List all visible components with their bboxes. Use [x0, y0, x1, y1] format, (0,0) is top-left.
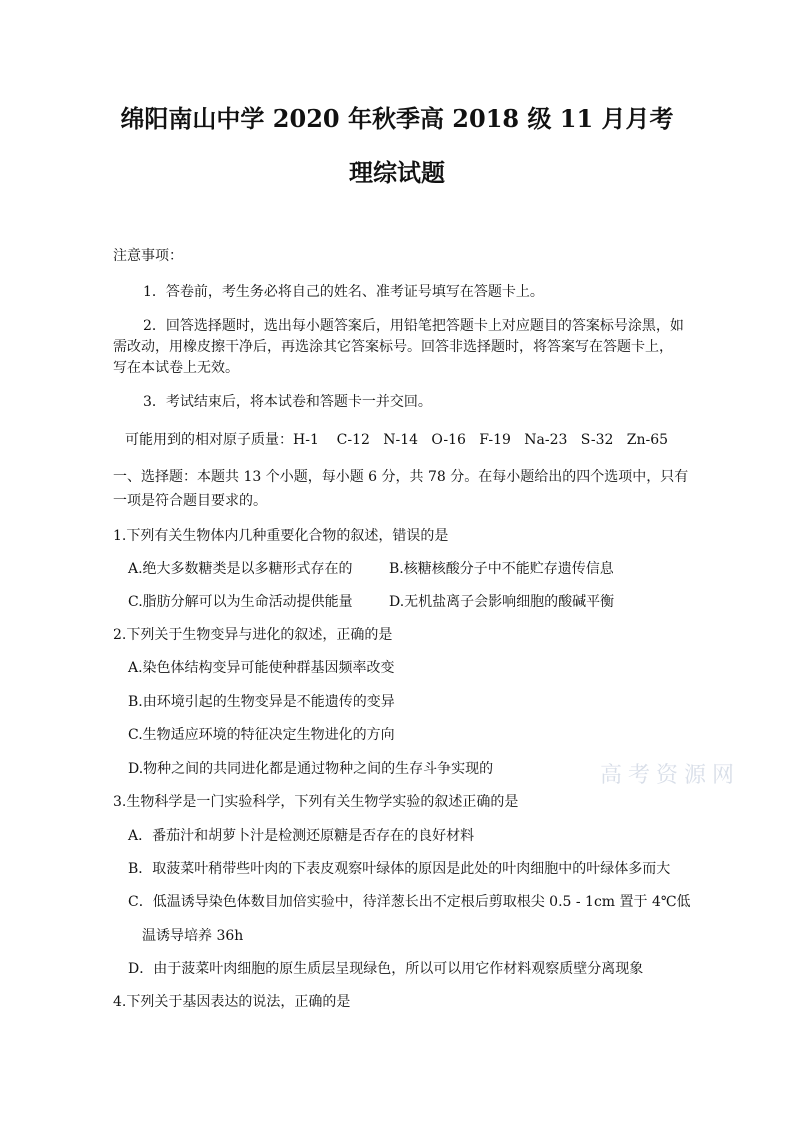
q2-option-a: A.染色体结构变异可能使种群基因频率改变: [128, 660, 395, 676]
watermark: 高考资源网: [600, 763, 741, 788]
q2-stem: 2.下列关于生物变异与进化的叙述，正确的是: [113, 627, 393, 643]
q1-option-c: C.脂肪分解可以为生命活动提供能量: [128, 594, 353, 610]
q4-stem: 4.下列关于基因表达的说法，正确的是: [113, 994, 351, 1010]
q1-option-b: B.核糖核酸分子中不能贮存遗传信息: [389, 561, 614, 577]
q2-option-c: C.生物适应环境的特征决定生物进化的方向: [128, 727, 395, 743]
q3-stem: 3.生物科学是一门实验科学，下列有关生物学实验的叙述正确的是: [113, 794, 519, 810]
q3-option-c-line-2: 温诱导培养 36h: [142, 928, 244, 944]
notice-item-3: 3．考试结束后，将本试卷和答题卡一并交回。: [143, 394, 432, 410]
q2-option-b: B.由环境引起的生物变异是不能遗传的变异: [128, 694, 395, 710]
q2-option-d: D.物种之间的共同进化都是通过物种之间的生存斗争实现的: [128, 761, 494, 777]
notice-item-2-line-3: 写在本试卷上无效。: [113, 360, 239, 376]
section1-line-1: 一、选择题：本题共 13 个小题，每小题 6 分，共 78 分。在每小题给出的四个选项中，只有: [113, 469, 689, 485]
q3-option-a: A．番茄汁和胡萝卜汁是检测还原糖是否存在的良好材料: [128, 828, 475, 844]
notice-heading: 注意事项：: [113, 248, 183, 264]
q1-option-a: A.绝大多数糖类是以多糖形式存在的: [128, 561, 353, 577]
q3-option-d: D．由于菠菜叶肉细胞的原生质层呈现绿色，所以可以用它作材料观察质壁分离现象: [128, 961, 644, 977]
atomic-masses: 可能用到的相对原子质量：H-1 C-12 N-14 O-16 F-19 Na-23 S-32 Zn-65: [125, 432, 669, 448]
section1-line-2: 一项是符合题目要求的。: [113, 493, 267, 509]
notice-item-1: 1．答卷前，考生务必将自己的姓名、准考证号填写在答题卡上。: [143, 284, 544, 300]
exam-title-line1: 绵阳南山中学 2020 年秋季高 2018 级 11 月月考: [120, 104, 674, 133]
notice-item-2-line-1: 2．回答选择题时，选出每小题答案后，用铅笔把答题卡上对应题目的答案标号涂黑，如: [143, 318, 684, 334]
q1-stem: 1.下列有关生物体内几种重要化合物的叙述，错误的是: [113, 528, 449, 544]
notice-item-2-line-2: 需改动，用橡皮擦干净后，再选涂其它答案标号。回答非选择题时，将答案写在答题卡上，: [113, 339, 673, 355]
q3-option-b: B．取菠菜叶稍带些叶肉的下表皮观察叶绿体的原因是此处的叶肉细胞中的叶绿体多而大: [128, 861, 671, 877]
q3-option-c-line-1: C．低温诱导染色体数目加倍实验中，待洋葱长出不定根后剪取根尖 0.5 - 1cm 置于 4℃低: [128, 894, 691, 910]
exam-title-line2: 理综试题: [349, 158, 445, 187]
q1-option-d: D.无机盐离子会影响细胞的酸碱平衡: [389, 594, 615, 610]
